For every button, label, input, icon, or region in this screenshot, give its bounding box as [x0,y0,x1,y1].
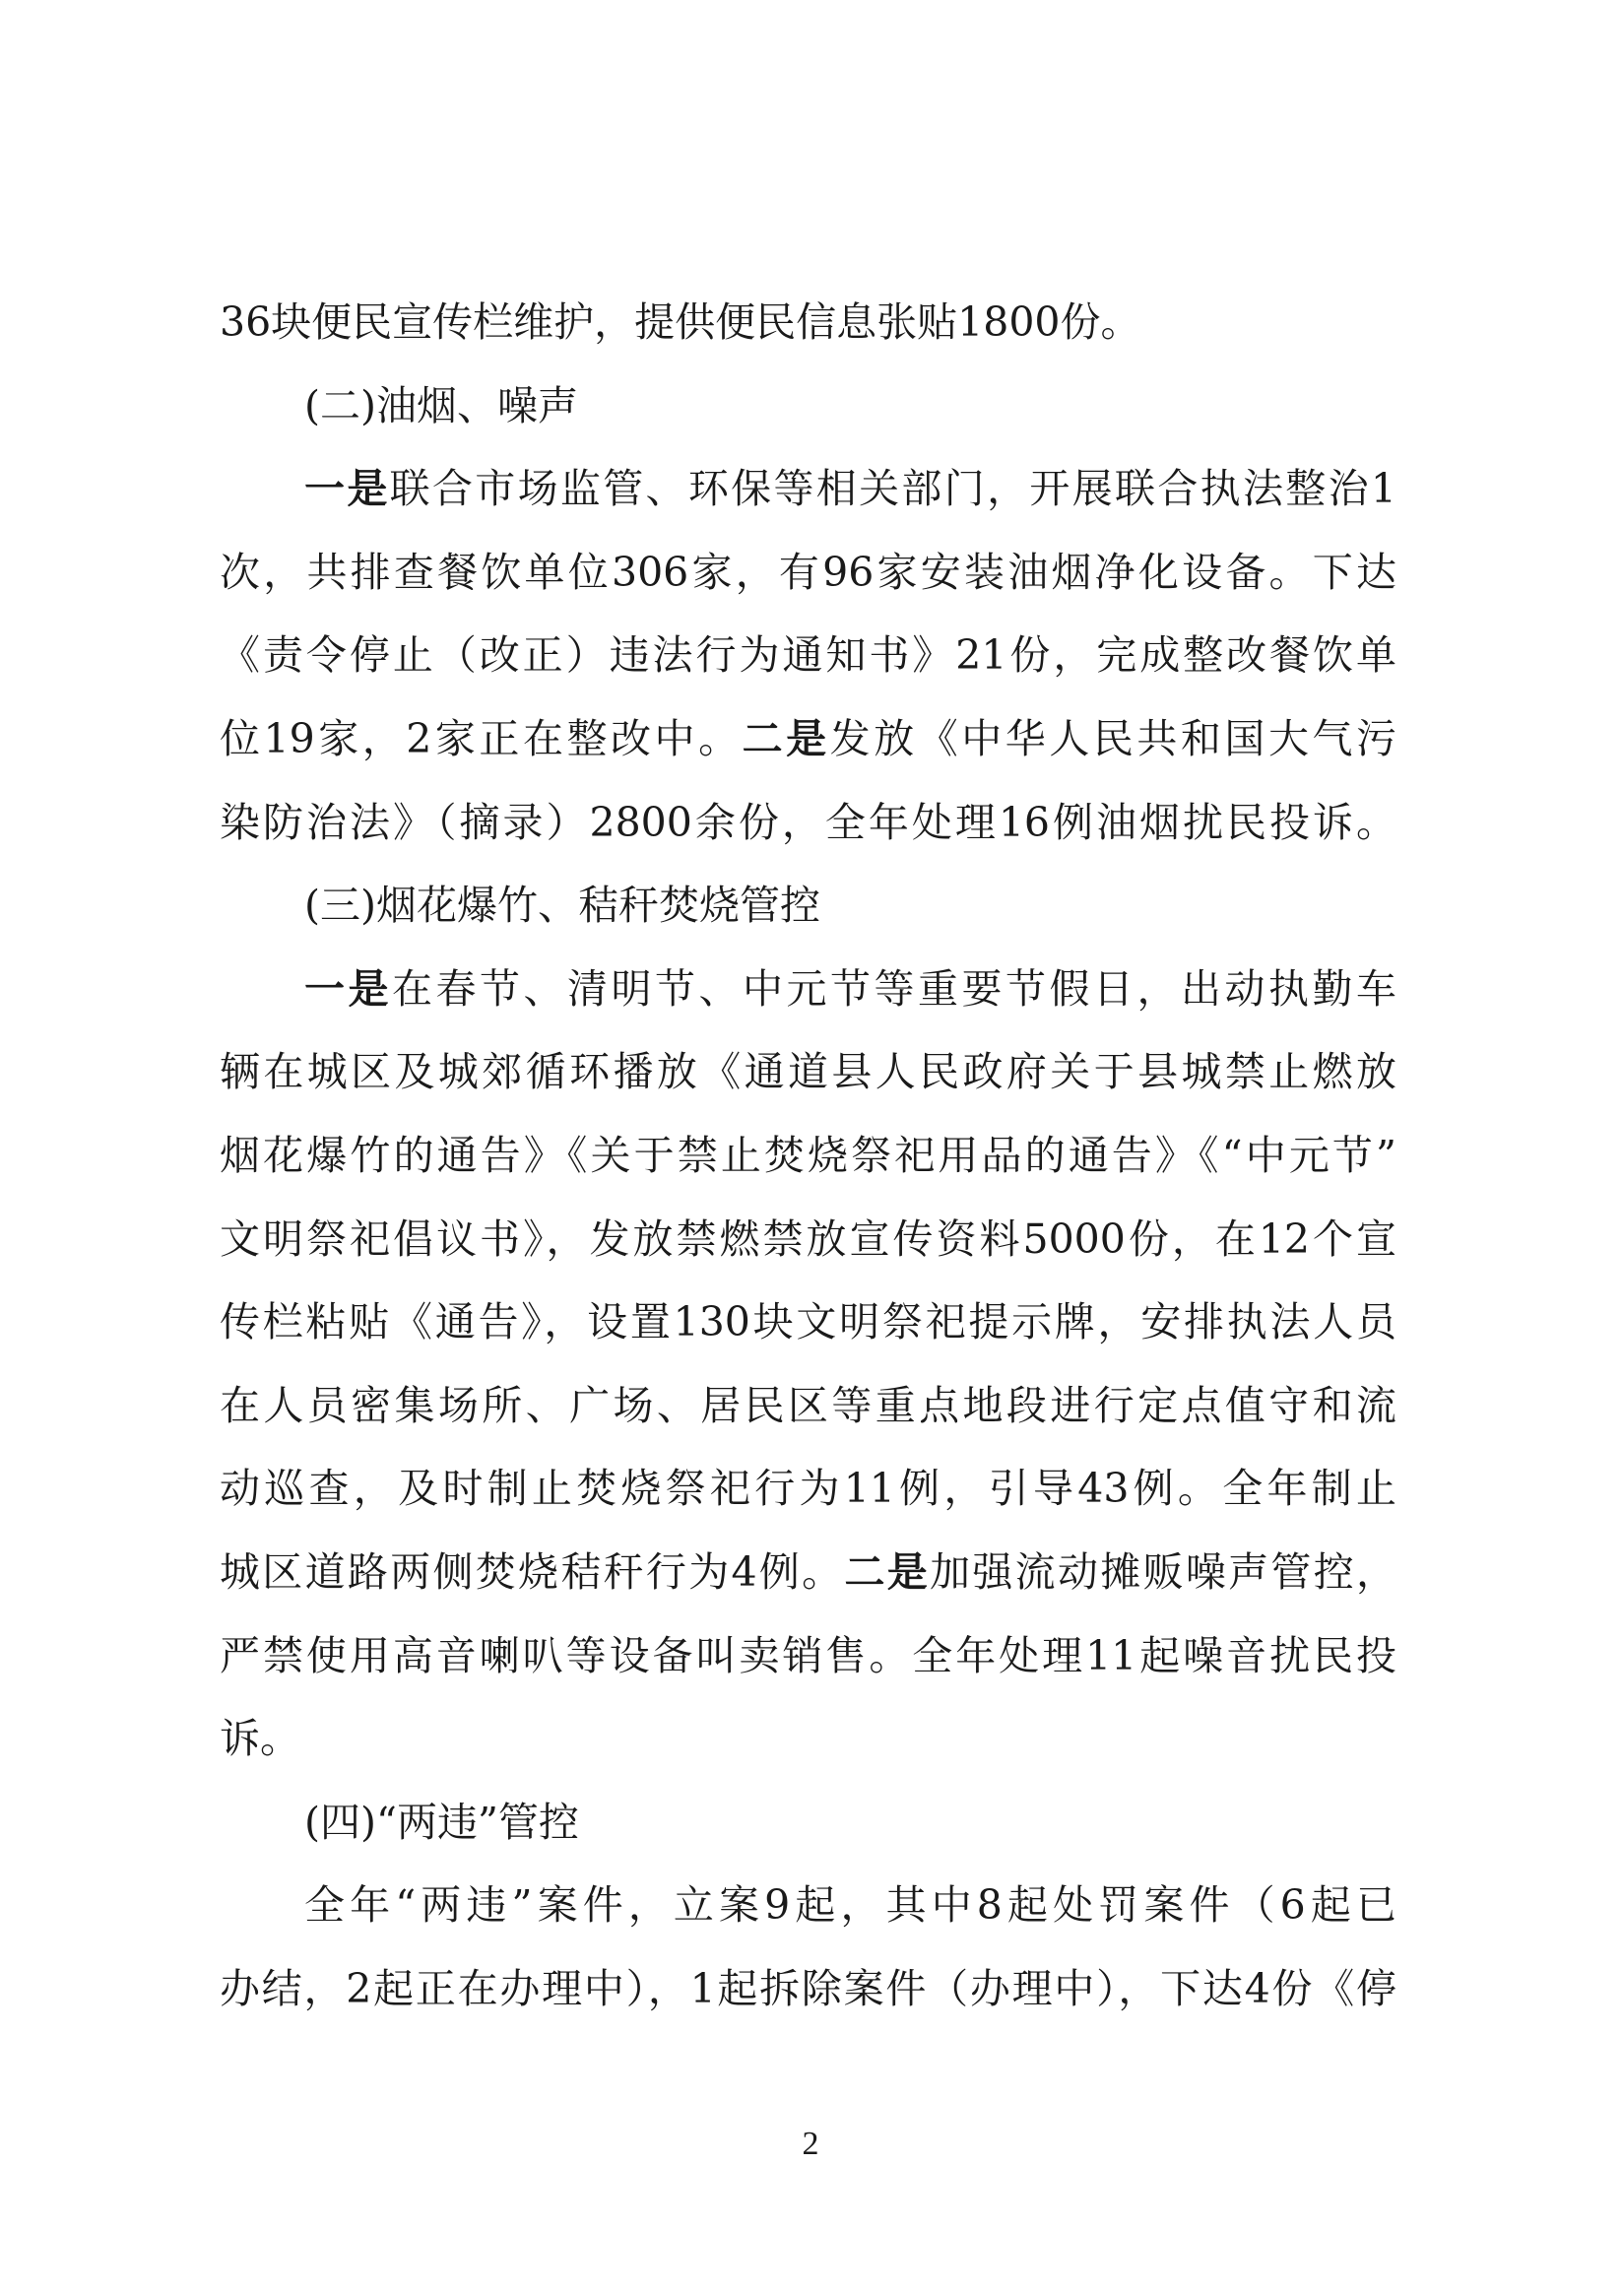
body-text [220,281,1396,2030]
text-line [220,614,1396,697]
text-line [220,1280,1396,1364]
text-line [220,1947,1396,2031]
text-run: 加强流动摊贩噪声管控， [930,1547,1397,1596]
text-run: (四)“两违”管控 [304,1798,579,1846]
text-run: 辆在城区及城郊循环播放《通道县人民政府关于县城禁止燃放 [220,1048,1396,1096]
text-line [220,697,1396,781]
text-run: (三)烟花爆竹、秸秆焚烧管控 [304,882,820,930]
text-line [220,1447,1396,1531]
text-run: (二)油烟、噪声 [304,381,578,429]
emphasis-text: 二是 [844,1547,931,1596]
section-heading [220,864,1396,948]
text-run: 次，共排查餐饮单位306家，有96家安装油烟净化设备。下达 [220,548,1396,596]
text-run: 城区道路两侧焚烧秸秆行为4例。 [220,1547,845,1596]
emphasis-text: 二是 [742,714,830,762]
text-line [220,1114,1396,1198]
text-run: 严禁使用高音喇叭等设备叫卖销售。全年处理11起噪音扰民投 [220,1631,1396,1679]
text-line [220,1864,1396,1947]
text-run: 传栏粘贴《通告》，设置130块文明祭祀提示牌，安排执法人员 [220,1298,1396,1346]
emphasis-text: 一是 [304,964,392,1013]
text-line [220,1364,1396,1448]
text-run: 诉。 [220,1715,300,1763]
text-line [220,1614,1396,1698]
text-run: 36块便民宣传栏维护，提供便民信息张贴1800份。 [220,298,1141,346]
text-line [220,1030,1396,1114]
text-run: 文明祭祀倡议书》，发放禁燃禁放宣传资料5000份，在12个宣 [220,1214,1396,1263]
text-line [220,781,1396,865]
text-run: 联合市场监管、环保等相关部门，开展联合执法整治1 [389,465,1396,513]
text-run: 位19家，2家正在整改中。 [220,714,743,762]
text-line [220,281,1396,364]
section-heading [220,1781,1396,1865]
text-line [220,1198,1396,1281]
text-run: 办结，2起正在办理中），1起拆除案件（办理中），下达4份《停 [220,1964,1396,2012]
text-run: 在人员密集场所、广场、居民区等重点地段进行定点值守和流 [220,1381,1396,1429]
text-run: 《责令停止（改正）违法行为通知书》21份，完成整改餐饮单 [220,631,1396,680]
text-line [220,447,1396,531]
text-line [220,1697,1396,1781]
text-line [220,531,1396,615]
section-heading [220,364,1396,448]
text-run: 染防治法》（摘录）2800余份，全年处理16例油烟扰民投诉。 [220,798,1396,846]
page-number: 2 [802,2126,819,2162]
text-run: 动巡查，及时制止焚烧祭祀行为11例，引导43例。全年制止 [220,1465,1396,1513]
text-run: 发放《中华人民共和国大气污 [829,714,1397,762]
text-line [220,948,1396,1031]
text-run: 在春节、清明节、中元节等重要节假日，出动执勤车 [392,964,1396,1013]
text-run: 全年“两违”案件，立案9起，其中8起处罚案件（6起已 [304,1881,1396,1930]
text-run: 烟花爆竹的通告》《关于禁止焚烧祭祀用品的通告》《“中元节” [220,1131,1396,1179]
emphasis-text: 一是 [304,465,390,513]
text-line [220,1531,1396,1614]
